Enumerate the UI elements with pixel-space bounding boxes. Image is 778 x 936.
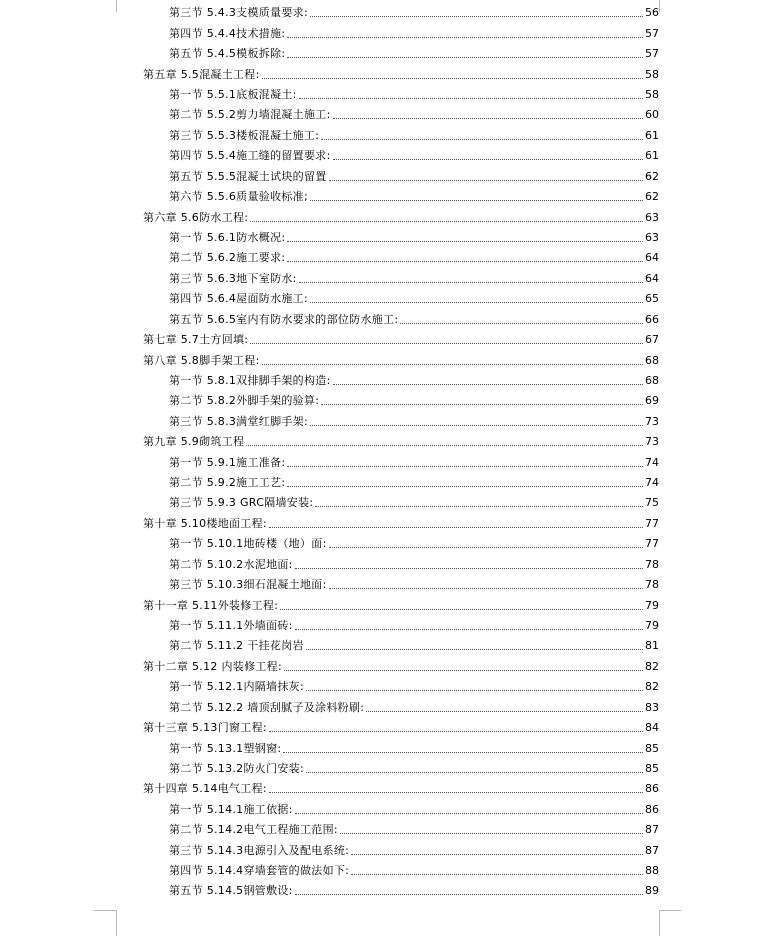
toc-page-number: 63 [645, 210, 659, 224]
toc-section-entry[interactable] [169, 409, 659, 429]
toc-entry-title: 第五节 5.6.5室内有防水要求的部位防水施工: [169, 312, 399, 326]
toc-dot-leader [351, 854, 643, 855]
toc-entry-title: 第一节 5.6.1防水概况: [169, 231, 286, 244]
toc-section-entry[interactable] [169, 226, 659, 246]
toc-entry-title: 第一节 5.5.1底板混凝土: [169, 88, 297, 102]
toc-dot-leader [283, 752, 643, 753]
toc-entry-title: 第二节 5.10.2水泥地面: [169, 557, 293, 571]
toc-section-entry[interactable] [169, 287, 659, 307]
toc-dot-leader [333, 384, 643, 385]
toc-section-entry[interactable] [169, 573, 659, 593]
toc-dot-leader [295, 568, 643, 569]
toc-section-entry[interactable] [169, 797, 659, 817]
toc-entry-title: 第二节 5.13.2防火门安装: [169, 761, 304, 775]
toc-section-entry[interactable] [169, 124, 659, 144]
toc-page-number: 64 [645, 251, 659, 265]
toc-page-number: 83 [645, 700, 659, 714]
toc-page-number: 84 [645, 721, 659, 735]
crop-mark-top-left [116, 0, 117, 12]
toc-page-number: 57 [645, 26, 659, 40]
toc-page-number: 65 [645, 292, 659, 306]
toc-dot-leader [333, 159, 643, 160]
toc-section-entry[interactable] [169, 164, 659, 184]
toc-entry-title: 第二节 5.6.2施工要求: [169, 251, 286, 265]
toc-page-number: 60 [645, 108, 659, 122]
toc-dot-leader [400, 323, 643, 324]
toc-page-number: 81 [645, 639, 659, 653]
toc-entry-title: 第五节 5.14.5钢管敷设: [169, 884, 293, 898]
toc-dot-leader [287, 241, 643, 242]
toc-entry-title: 第一节 5.13.1塑钢窗: [169, 741, 282, 755]
toc-chapter-entry[interactable] [143, 716, 659, 736]
toc-section-entry[interactable] [169, 695, 659, 715]
toc-entry-title: 第一节 5.14.1施工依据: [169, 802, 293, 816]
toc-page-number: 64 [645, 271, 659, 285]
toc-entry-title: 第十一章 5.11外装修工程: [143, 598, 279, 612]
toc-section-entry[interactable] [169, 859, 659, 879]
toc-entry-title: 第一节 5.8.1双排脚手架的构造: [169, 373, 331, 387]
toc-page-number: 69 [645, 394, 659, 408]
toc-page-number: 78 [645, 557, 659, 571]
toc-chapter-entry[interactable] [143, 430, 659, 450]
toc-page-number: 82 [645, 680, 659, 694]
toc-page-number: 74 [645, 455, 659, 469]
toc-section-entry[interactable] [169, 1, 659, 21]
toc-page-number: 61 [645, 128, 659, 142]
toc-entry-title: 第三节 5.6.3地下室防水: [169, 271, 297, 285]
toc-page-number: 68 [645, 353, 659, 367]
toc-dot-leader [287, 37, 643, 38]
toc-page-number: 77 [645, 516, 659, 530]
toc-page-number: 58 [645, 67, 659, 81]
toc-page-number: 85 [645, 741, 659, 755]
toc-entry-title: 第二节 5.14.2电气工程施工范围: [169, 823, 338, 837]
toc-dot-leader [306, 690, 643, 691]
toc-page-number: 79 [645, 598, 659, 612]
toc-section-entry[interactable] [169, 552, 659, 572]
toc-entry-title: 第三节 5.4.3支模质量要求: [169, 6, 308, 20]
toc-section-entry[interactable] [169, 83, 659, 103]
toc-dot-leader [287, 466, 643, 467]
toc-dot-leader [280, 609, 643, 610]
crop-mark-bottom-right-horizontal [659, 910, 681, 911]
toc-dot-leader [366, 711, 643, 712]
toc-entry-title: 第三节 5.14.3电源引入及配电系统: [169, 843, 350, 857]
toc-dot-leader [284, 670, 643, 671]
toc-entry-title: 第十三章 5.13门窗工程: [143, 721, 267, 735]
toc-page-number: 82 [645, 659, 659, 673]
crop-mark-top-right [659, 0, 660, 12]
toc-entry-title: 第三节 5.10.3细石混凝土地面: [169, 578, 327, 592]
toc-entry-title: 第十二章 5.12 内装修工程: [143, 659, 282, 673]
toc-section-entry[interactable] [169, 246, 659, 266]
toc-entry-title: 第七章 5.7土方回填: [143, 333, 249, 347]
toc-chapter-entry[interactable] [143, 654, 659, 674]
toc-dot-leader [269, 731, 643, 732]
toc-dot-leader [351, 874, 643, 875]
toc-dot-leader [315, 506, 643, 507]
toc-page-number: 62 [645, 190, 659, 204]
toc-dot-leader [329, 180, 643, 181]
toc-section-entry[interactable] [169, 532, 659, 552]
toc-section-entry[interactable] [169, 675, 659, 695]
toc-page-number: 88 [645, 864, 659, 878]
toc-section-entry[interactable] [169, 42, 659, 62]
toc-chapter-entry[interactable] [143, 328, 659, 348]
toc-chapter-entry[interactable] [143, 205, 659, 225]
toc-dot-leader [250, 343, 643, 344]
toc-entry-title: 第三节 5.5.3楼板混凝土施工: [169, 128, 320, 142]
toc-section-entry[interactable] [169, 736, 659, 756]
toc-entry-title: 第三节 5.9.3 GRC隔墙安装: [169, 496, 314, 510]
toc-chapter-entry[interactable] [143, 593, 659, 613]
toc-entry-title: 第六节 5.5.6质量验收标准; [169, 190, 308, 204]
toc-dot-leader [333, 118, 643, 119]
toc-chapter-entry[interactable] [143, 348, 659, 368]
toc-entry-title: 第八章 5.8脚手架工程: [143, 353, 260, 367]
toc-entry-title: 第五节 5.4.5模板拆除: [169, 47, 286, 61]
toc-dot-leader [306, 772, 643, 773]
toc-dot-leader [321, 139, 643, 140]
toc-page-number: 86 [645, 782, 659, 796]
toc-entry-title: 第一节 5.10.1地砖楼（地）面: [169, 537, 327, 551]
toc-entry-title: 第二节 5.9.2施工工艺: [169, 476, 286, 490]
toc-entry-title: 第三节 5.8.3满堂红脚手架: [169, 414, 308, 428]
toc-page-number: 67 [645, 333, 659, 347]
toc-section-entry[interactable] [169, 818, 659, 838]
toc-dot-leader [340, 833, 643, 834]
toc-entry-title: 第一节 5.12.1内隔墙抹灰: [169, 680, 304, 694]
toc-section-entry[interactable] [169, 144, 659, 164]
toc-page-number: 86 [645, 802, 659, 816]
toc-section-entry[interactable] [169, 307, 659, 327]
toc-page-number: 85 [645, 761, 659, 775]
toc-page-number: 74 [645, 476, 659, 490]
toc-dot-leader [287, 261, 643, 262]
toc-dot-leader [295, 813, 643, 814]
toc-section-entry[interactable] [169, 614, 659, 634]
toc-page-number: 87 [645, 823, 659, 837]
toc-dot-leader [310, 16, 643, 17]
toc-entry-title: 第一节 5.11.1外墙面砖: [169, 618, 293, 632]
toc-entry-title: 第二节 5.5.2剪力墙混凝土施工: [169, 108, 331, 122]
toc-section-entry[interactable] [169, 838, 659, 858]
toc-dot-leader [269, 792, 643, 793]
toc-section-entry[interactable] [169, 634, 659, 654]
toc-dot-leader [246, 445, 643, 446]
toc-page-number: 62 [645, 169, 659, 183]
toc-section-entry[interactable] [169, 491, 659, 511]
toc-dot-leader [310, 200, 643, 201]
toc-dot-leader [329, 547, 643, 548]
toc-dot-leader [269, 527, 643, 528]
toc-page-number: 89 [645, 884, 659, 898]
toc-section-entry[interactable] [169, 471, 659, 491]
toc-entry-title: 第十章 5.10楼地面工程: [143, 516, 267, 530]
crop-mark-bottom-left-vertical [116, 910, 117, 936]
toc-entry-title: 第二节 5.12.2 墙顶刮腻子及涂料粉刷: [169, 700, 365, 714]
toc-section-entry[interactable] [169, 266, 659, 286]
toc-dot-leader [250, 221, 643, 222]
toc-entry-title: 第九章 5.9砌筑工程 [143, 435, 245, 449]
crop-mark-bottom-right-vertical [659, 910, 660, 936]
toc-dot-leader [299, 98, 643, 99]
toc-entry-title: 第二节 5.8.2外脚手架的验算: [169, 394, 320, 408]
toc-page-number: 61 [645, 149, 659, 163]
toc-section-entry[interactable] [169, 185, 659, 205]
toc-dot-leader [321, 404, 643, 405]
toc-chapter-entry[interactable] [143, 512, 659, 532]
toc-entry-title: 第四节 5.5.4施工缝的留置要求: [169, 149, 331, 163]
toc-entry-title: 第四节 5.6.4屋面防水施工: [169, 292, 308, 306]
toc-dot-leader [310, 425, 643, 426]
toc-page-number: 57 [645, 47, 659, 61]
toc-dot-leader [287, 486, 643, 487]
toc-page-number: 73 [645, 414, 659, 428]
toc-dot-leader [306, 649, 643, 650]
toc-page-number: 73 [645, 435, 659, 449]
toc-dot-leader [262, 78, 643, 79]
toc-section-entry[interactable] [169, 389, 659, 409]
toc-entry-title: 第二节 5.11.2 干挂花岗岩 [169, 639, 304, 653]
toc-dot-leader [287, 57, 643, 58]
toc-page-number: 63 [645, 231, 659, 244]
toc-page-number: 75 [645, 496, 659, 510]
toc-section-entry[interactable] [169, 757, 659, 777]
toc-dot-leader [295, 894, 643, 895]
toc-section-entry[interactable] [169, 369, 659, 389]
toc-entry-title: 第十四章 5.14电气工程: [143, 782, 267, 796]
toc-page-number: 87 [645, 843, 659, 857]
toc-section-entry[interactable] [169, 21, 659, 41]
toc-page-number: 56 [645, 6, 659, 20]
toc-section-entry[interactable] [169, 450, 659, 470]
toc-entry-title: 第一节 5.9.1施工准备: [169, 455, 286, 469]
toc-dot-leader [295, 629, 643, 630]
toc-section-entry[interactable] [169, 103, 659, 123]
toc-dot-leader [262, 364, 643, 365]
toc-page-number: 68 [645, 373, 659, 387]
toc-dot-leader [310, 302, 643, 303]
toc-page-number: 58 [645, 88, 659, 102]
toc-entry-title: 第四节 5.14.4穿墙套管的做法如下: [169, 864, 350, 878]
toc-entry-title: 第四节 5.4.4技术措施: [169, 26, 286, 40]
toc-entry-title: 第五章 5.5混凝土工程: [143, 67, 260, 81]
toc-page-number: 78 [645, 578, 659, 592]
toc-chapter-entry[interactable] [143, 62, 659, 82]
toc-entry-title: 第五节 5.5.5混凝土试块的留置 [169, 169, 327, 183]
toc-chapter-entry[interactable] [143, 777, 659, 797]
crop-mark-bottom-left-horizontal [94, 910, 116, 911]
toc-page-number: 79 [645, 618, 659, 632]
toc-page-number: 66 [645, 312, 659, 326]
toc-entry-title: 第六章 5.6防水工程: [143, 210, 249, 224]
toc-page-number: 77 [645, 537, 659, 551]
toc-dot-leader [329, 588, 643, 589]
toc-dot-leader [299, 282, 643, 283]
toc-section-entry[interactable] [169, 879, 659, 899]
